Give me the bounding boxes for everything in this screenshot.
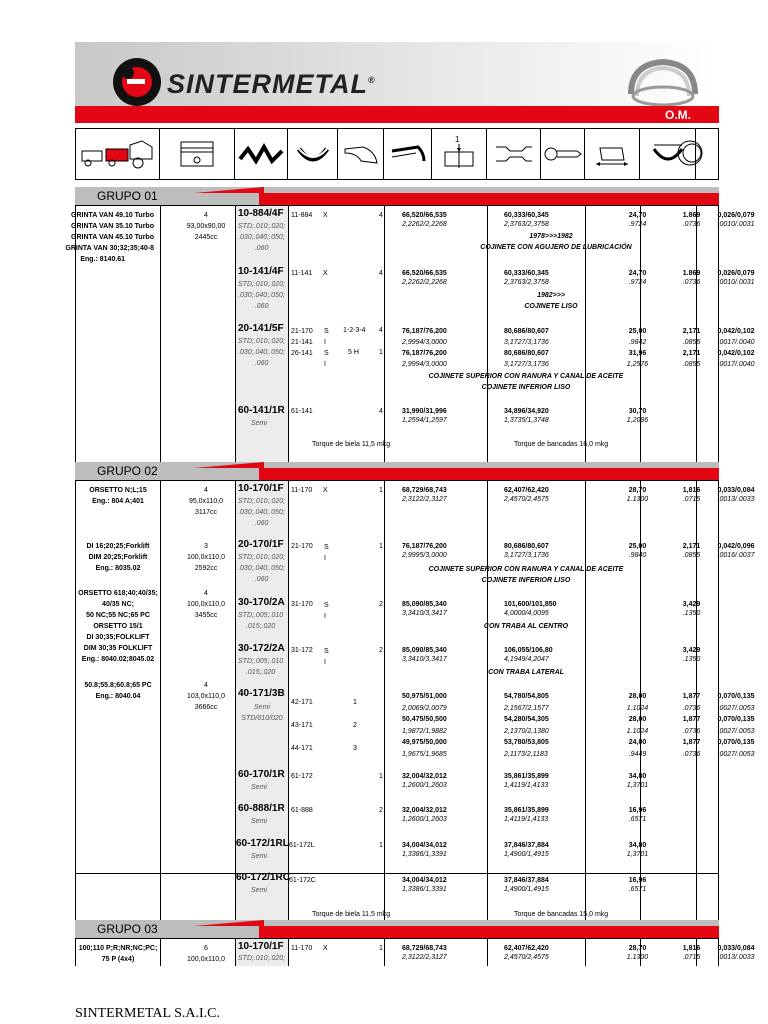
catalog-code: O.M. — [665, 108, 691, 122]
clearance-icon — [696, 129, 718, 179]
housing-dim: 34,004/34,012 1,3386/1,3391 — [402, 842, 447, 858]
note: CON TRABA LATERAL — [488, 669, 564, 676]
cylinder-spec: 4 103,0x110,0 3666cc — [186, 682, 225, 711]
split-shell-icon — [384, 129, 432, 179]
group-label: GRUPO 02 — [97, 464, 158, 478]
size-list: Semi — [251, 784, 267, 791]
shell-code: 61-888 — [291, 807, 313, 814]
torque-main: Torque de bancadas 16,0 mkg — [514, 441, 609, 448]
shell-code: 11-170 — [291, 945, 313, 952]
shell-code: 61-172C — [289, 877, 316, 884]
thickness-dim: 3,429 .1350 — [682, 647, 701, 663]
position: X — [323, 945, 328, 952]
vehicles-icon — [76, 129, 160, 179]
part-number: 20-141/5F — [238, 323, 284, 334]
housing-dim: 32,004/32,012 1,2600/1,2603 — [402, 773, 447, 789]
clearance-dim: 0,042/0,102 .0017/.0040 0,042/0,102 .0017/.0040 — [717, 328, 755, 368]
part-number: 20-170/1F — [238, 539, 284, 550]
width-dim: 28,70 1.1300 — [626, 945, 649, 961]
size-list: STD;.010;.020; .030;.040;.050; .060 — [238, 338, 286, 367]
bearing-shell-icon — [288, 129, 338, 179]
shell-code: 21-170 — [291, 543, 313, 550]
thickness-dim: 1,877 .0736 1,877 .0736 1,877 .0736 — [682, 693, 701, 758]
part-number: 60-888/1R — [238, 803, 285, 814]
housing-dim: 32,004/32,012 1,2600/1,2603 — [402, 807, 447, 823]
thickness-dim: 1.869 .0736 — [682, 270, 701, 286]
pin-dim: 54,780/54,805 2,1567/2,1577 54,280/54,305 2,1370/2,1380 53,780/53,805 2,1173/2,1183 — [504, 693, 549, 758]
width-dim: 24,70 .9724 — [628, 212, 647, 228]
connecting-rod-icon — [541, 129, 585, 179]
position: S I — [324, 648, 329, 666]
clearance-dim: 0,070/0,135 .0027/.0053 0,070/0,135 .0027/.0053 0,070/0,135 .0027/.0053 — [717, 693, 755, 758]
cylinder-spec: 4 95,0x110,0 3117cc — [188, 487, 224, 516]
size-list: Semi — [251, 818, 267, 825]
cylinder-spec: 4 93,00x90,00 2445cc — [186, 212, 226, 241]
note: 1982>>> — [537, 292, 565, 299]
pin-dim: 62,407/62,420 2,4570/2,4575 — [504, 945, 549, 961]
thickness-dim: 3,429 .1350 — [682, 601, 701, 617]
position: 1-2-3-4 — [343, 327, 366, 334]
size-list: STD;.005;.010 .015;.020 — [238, 658, 284, 676]
housing-dim: 66,520/66,535 2,2262/2,2268 — [402, 212, 447, 228]
shell-code: 61-172 — [291, 773, 313, 780]
size-list: Semi — [251, 420, 267, 427]
table-grupo-02 — [75, 480, 755, 922]
shell-code: 11-170 — [291, 487, 313, 494]
position: X — [323, 270, 328, 277]
group-bar-03 — [75, 920, 719, 938]
quantity: 1 — [379, 842, 383, 849]
pin-dim: 80,686/80,607 3,1727/3,1736 — [504, 543, 549, 559]
shell-code: 61-172L — [289, 842, 315, 849]
size-list: STD;.010;.020; .030;.040;.050; .060 — [238, 281, 286, 310]
size-list: STD;.010;.020; .030;.040;.050; .060 — [238, 223, 286, 252]
width-dim: 16,96 .6571 — [628, 807, 647, 823]
thickness-dim: 2,171 .0855 — [682, 543, 701, 559]
part-number: 10-170/1F — [238, 941, 284, 952]
housing-dim: 76,187/76,200 2,9994/3,0000 76,187/76,200 2,9994/3,0000 — [402, 328, 447, 368]
clearance-dim: 0,042/0,096 .0016/.0037 — [717, 543, 755, 559]
position: S I S I — [324, 328, 329, 368]
torque-rod: Torque de biela 11,5 mkg — [312, 441, 391, 448]
thickness-dim: 1,816 .0715 — [682, 945, 701, 961]
housing-dim: 76,187/76,200 2,9995/3,0000 — [402, 543, 447, 559]
crankshaft-icon — [235, 129, 288, 179]
group-bar-01 — [75, 187, 719, 205]
cylinder-spec: 3 100,0x110,0 2592cc — [186, 543, 225, 572]
quantity: 1 — [379, 945, 383, 952]
svg-text:1: 1 — [455, 135, 460, 144]
quantity: 4 — [379, 270, 383, 277]
position: X — [323, 487, 328, 494]
housing-dim: 68,729/68,743 2,3122/2,3127 — [402, 487, 447, 503]
width-dim: 25,00 .9842 31,96 1,2576 — [626, 328, 649, 368]
torque-main: Torque de bancadas 15,0 mkg — [514, 911, 609, 918]
shell-code: 11-884 — [291, 212, 313, 219]
header-red-band — [75, 106, 719, 123]
note: CON TRABA AL CENTRO — [483, 623, 569, 630]
application-list: ORSETTO 618;40;40/35; 40/35 NC; 50 NC;55 NC;65 PC ORSETTO 15/1 DI 30;35;FOLKLIFT DIM 30;35 FOLKLIFT Eng.: 8040.02;8045.02 — [78, 590, 158, 663]
note: 1978>>>1982 — [529, 233, 573, 240]
application-list: GRINTA VAN 49.10 Turbo GRINTA VAN 35.10 Turbo GRINTA VAN 45.10 Turbo GRINTA VAN 30;32;35;40-8 Eng.: 8140.61 — [65, 212, 154, 263]
pin-dim: 101,600/101,850 4,0000/4,0095 — [504, 601, 557, 617]
part-number: 60-172/1RL — [236, 838, 289, 849]
torque-rod: Torque de biela 11,5 mkg — [312, 911, 391, 918]
size-list: STD;.005;.010 .015;.020 — [238, 612, 284, 630]
piston-icon — [160, 129, 235, 179]
application-list: DI 16;20;25;Forklift DIM 20;25;Forklift Eng.: 8035.02 — [86, 543, 150, 572]
part-number: 60-141/1R — [238, 405, 285, 416]
width-dim: 28,70 1.1300 — [626, 487, 649, 503]
housing-dim: 50,975/51,000 2,0069/2,0079 50,475/50,500 1,9872/1,9882 49,975/50,000 1,9675/1,9685 — [402, 693, 447, 758]
table-grupo-03 — [75, 938, 755, 966]
part-number: 30-172/2A — [238, 643, 285, 654]
application-list: 100;110 P;R;NR;NC;PC; 75 P (4x4) — [78, 945, 158, 963]
shell-code: 31-172 — [291, 647, 313, 654]
housing-dim: 85,090/85,340 3,3410/3,3417 — [402, 601, 447, 617]
quantity: 2 — [379, 601, 383, 608]
size-list: Semi STD/010/020 — [241, 704, 283, 722]
thickness-dim: 1,816 .0715 — [682, 487, 701, 503]
quantity: 1 — [379, 543, 383, 550]
part-number: 30-170/2A — [238, 597, 285, 608]
pin-dim: 37,846/37,884 1,4900/1,4915 — [504, 877, 549, 893]
note: COJINETE SUPERIOR CON RANURA Y CANAL DE ACEITE — [428, 566, 624, 573]
quantity: 4 — [379, 327, 383, 334]
note: COJINETE INFERIOR LISO — [481, 384, 571, 391]
pin-dim: 34,896/34,920 1,3735/1,3748 — [504, 408, 549, 424]
pin-dim: 35,861/35,899 1,4119/1,4133 — [504, 807, 549, 823]
table-grupo-01 — [65, 205, 755, 463]
width-dim: 34,80 1,3701 — [626, 842, 649, 858]
housing-dim: 34,004/34,012 1,3386/1,3391 — [402, 877, 447, 893]
pin-dim: 60,333/60,345 2,3763/2,3758 — [504, 270, 549, 286]
group-label: GRUPO 01 — [97, 189, 158, 203]
size-list: Semi — [251, 887, 267, 894]
width-dim: 30,70 1,2086 — [626, 408, 649, 424]
clearance-dim: 0,033/0,084 .0013/.0033 — [717, 487, 755, 503]
size-list: STD;.010;.020; — [238, 955, 286, 962]
pin-dim: 35,861/35,899 1,4119/1,4133 — [504, 773, 549, 789]
width-dim: 24,70 .9724 — [628, 270, 647, 286]
shell-width-icon — [585, 129, 640, 179]
part-number: 40-171/3B — [238, 688, 285, 699]
shell-code: 21-170 21-141 26-141 — [291, 328, 313, 357]
icon-header-row — [75, 128, 719, 180]
cylinder-spec: 6 100,0x110,0 — [186, 945, 225, 963]
housing-dim: 68,729/68,743 2,3122/2,3127 — [402, 945, 447, 961]
note: COJINETE LISO — [524, 303, 578, 310]
shell-code: 61-141 — [291, 408, 313, 415]
group-label: GRUPO 03 — [97, 922, 158, 936]
application-list: ORSETTO N;L;15 Eng.: 804 A;401 — [89, 487, 147, 505]
part-number: 10-170/1F — [238, 483, 284, 494]
shell-code: 42-171 43-171 44-171 — [291, 699, 313, 752]
note: COJINETE CON AGUJERO DE LUBRICACIÓN — [480, 244, 632, 251]
housing-dim: 85,090/85,340 3,3410/3,3417 — [402, 647, 447, 663]
brand-name: SINTERMETAL® — [167, 69, 376, 99]
thickness-dim: 2,171 .0855 2,171 .0855 — [682, 328, 701, 368]
part-number: 10-141/4F — [238, 266, 284, 277]
thickness-dim: 1.869 .0736 — [682, 212, 701, 228]
quantity: 4 — [379, 408, 383, 415]
part-number: 60-172/1RC — [236, 872, 290, 883]
position: 1 2 3 — [353, 699, 357, 752]
housing-dim: 66,520/66,535 2,2262/2,2268 — [402, 270, 447, 286]
part-number: 10-884/4F — [238, 208, 284, 219]
pin-dim: 80,686/80,607 3,1727/3,1736 80,686/80,607 3,1727/3,1736 — [504, 328, 549, 368]
size-list: STD;.010;.020; .030;.040;.050; .060 — [238, 554, 286, 583]
quantity: 2 — [379, 647, 383, 654]
quantity: 1 — [379, 487, 383, 494]
footer-company: SINTERMETAL S.A.I.C. — [75, 1006, 220, 1021]
application-list: 50.8;55.8;60.8;65 PC Eng.: 8040.04 — [84, 682, 152, 700]
width-dim: 25,00 .9840 — [628, 543, 647, 559]
note: COJINETE INFERIOR LISO — [481, 577, 571, 584]
quantity: 1 — [379, 773, 383, 780]
quantity: 2 — [379, 807, 383, 814]
part-number: 60-170/1R — [238, 769, 285, 780]
housing-dim: 31,990/31,996 1,2594/1,2597 — [402, 408, 447, 424]
quantity: 4 — [379, 212, 383, 219]
position: 5 H — [348, 349, 359, 356]
shell-code: 11-141 — [291, 270, 313, 277]
width-dim: 34,80 1,3701 — [626, 773, 649, 789]
clearance-dim: 0,026/0,079 .0010/.0031 — [717, 270, 755, 286]
pin-dim: 60,333/60,345 2,3763/2,3758 — [504, 212, 549, 228]
crank-pin-icon — [487, 129, 541, 179]
position: S I — [324, 602, 329, 620]
bearing-shells-icon — [623, 56, 703, 108]
width-dim: 28,00 1.1024 28,00 1.1024 24,00 .9449 — [626, 693, 649, 758]
pin-dim: 37,846/37,884 1,4900/1,4915 — [504, 842, 549, 858]
size-list: Semi — [251, 853, 267, 860]
sintermetal-logo-icon — [113, 58, 161, 106]
position: S I — [324, 544, 329, 562]
note: COJINETE SUPERIOR CON RANURA Y CANAL DE ACEITE — [428, 373, 624, 380]
shell-code: 31-170 — [291, 601, 313, 608]
clearance-dim: 0,033/0,084 .0013/.0033 — [717, 945, 755, 961]
width-dim: 16,96 .6571 — [628, 877, 647, 893]
clearance-dim: 0,026/0,079 .0010/.0031 — [717, 212, 755, 228]
quantity: 1 — [379, 349, 383, 356]
size-list: STD;.010;.020; .030;.040;.050; .060 — [238, 498, 286, 527]
half-shell-icon — [338, 129, 384, 179]
position: X — [323, 212, 328, 219]
housing-bore-icon — [432, 129, 487, 179]
pin-dim: 106,055/106,80 4,1949/4,2047 — [504, 647, 553, 663]
group-bar-02 — [75, 462, 719, 480]
pin-dim: 62,407/62,420 2,4570/2,4575 — [504, 487, 549, 503]
cylinder-spec: 4 100,0x110,0 3455cc — [186, 590, 225, 619]
